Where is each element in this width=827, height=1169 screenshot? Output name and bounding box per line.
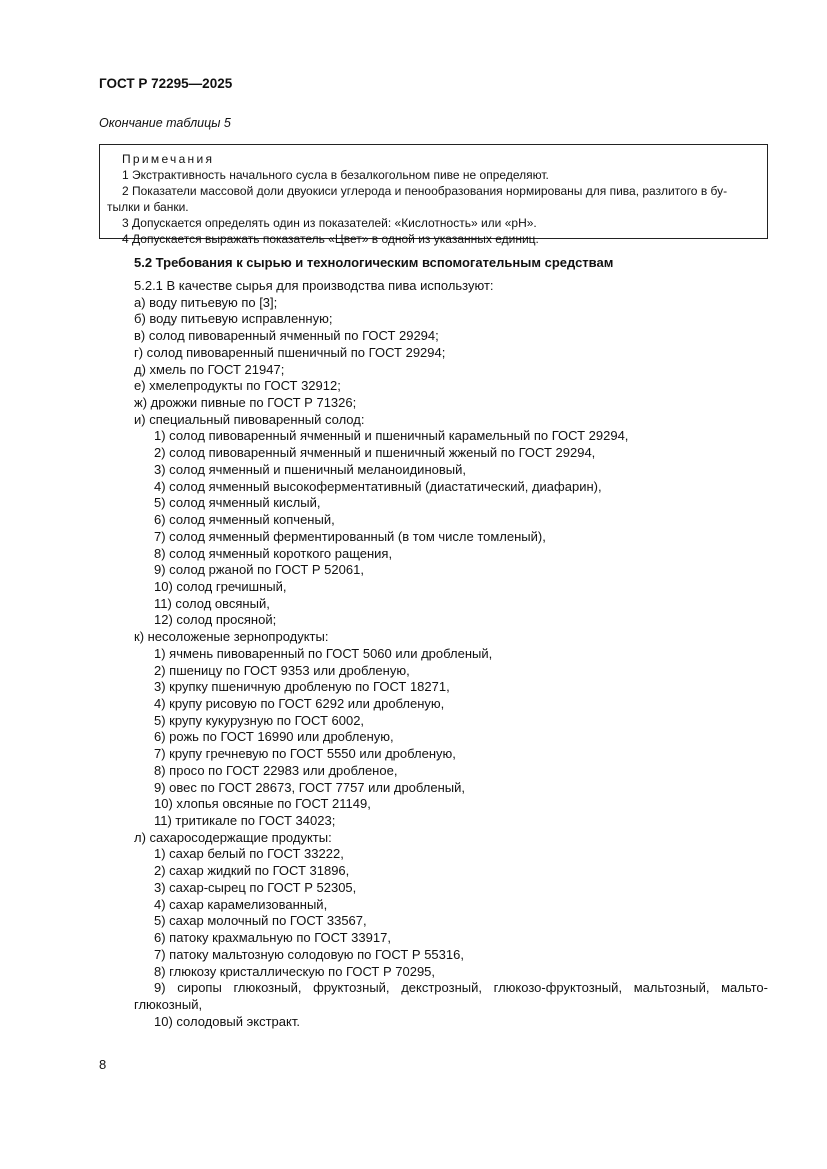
- list-item: в) солод пивоваренный ячменный по ГОСТ 29294;: [134, 328, 439, 344]
- list-item: 1) ячмень пивоваренный по ГОСТ 5060 или дробленый,: [154, 645, 493, 661]
- list-item: г) солод пивоваренный пшеничный по ГОСТ 29294;: [134, 344, 446, 360]
- list-item: 7) солод ячменный ферментированный (в том числе томленый),: [154, 528, 546, 544]
- list-item: 2) пшеницу по ГОСТ 9353 или дробленую,: [154, 662, 410, 678]
- list-item: 10) солодовый экстракт.: [154, 1013, 300, 1029]
- list-item: к) несоложеные зернопродукты:: [134, 629, 329, 645]
- page-number: 8: [99, 1057, 107, 1072]
- list-item: 8) глюкозу кристаллическую по ГОСТ Р 70295,: [154, 963, 436, 979]
- notes-title: Примечания: [122, 152, 215, 166]
- list-item: ж) дрожжи пивные по ГОСТ Р 71326;: [134, 395, 357, 411]
- list-item: а) воду питьевую по [3];: [134, 294, 278, 310]
- table-continuation-caption: Окончание таблицы 5: [99, 116, 231, 130]
- list-item: и) специальный пивоваренный солод:: [134, 411, 365, 427]
- list-item: 2) солод пивоваренный ячменный и пшеничный жженый по ГОСТ 29294,: [154, 445, 596, 461]
- list-item: 9) овес по ГОСТ 28673, ГОСТ 7757 или дробленый,: [154, 779, 465, 795]
- note-item: 4 Допускается выражать показатель «Цвет» в одной из указанных единиц.: [122, 232, 539, 246]
- list-item: 10) хлопья овсяные по ГОСТ 21149,: [154, 796, 371, 812]
- list-item: глюкозный,: [134, 996, 203, 1012]
- list-item: 3) крупку пшеничную дробленую по ГОСТ 18271,: [154, 679, 450, 695]
- list-item: 11) тритикале по ГОСТ 34023;: [154, 813, 336, 829]
- list-item: 8) солод ячменный короткого ращения,: [154, 545, 393, 561]
- list-item: 6) солод ячменный копченый,: [154, 512, 335, 528]
- list-item: 11) солод овсяный,: [154, 595, 270, 611]
- list-item: е) хмелепродукты по ГОСТ 32912;: [134, 378, 341, 394]
- list-item: 6) рожь по ГОСТ 16990 или дробленую,: [154, 729, 394, 745]
- list-item: 1) солод пивоваренный ячменный и пшеничный карамельный по ГОСТ 29294,: [154, 428, 629, 444]
- list-item: б) воду питьевую исправленную;: [134, 311, 333, 327]
- notes-box: [99, 144, 768, 246]
- list-item: 5) сахар молочный по ГОСТ 33567,: [154, 913, 367, 929]
- list-item: 4) крупу рисовую по ГОСТ 6292 или дробленую,: [154, 696, 445, 711]
- list-item: 5.2.1 В качестве сырья для производства пива используют:: [134, 278, 494, 293]
- list-item: 6) патоку крахмальную по ГОСТ 33917,: [154, 930, 391, 946]
- list-item: д) хмель по ГОСТ 21947;: [134, 361, 285, 377]
- list-item: 10) солод гречишный,: [154, 578, 287, 594]
- note-item: 3 Допускается определять один из показателей: «Кислотность» или «pH».: [122, 216, 537, 230]
- list-item: л) сахаросодержащие продукты:: [134, 829, 332, 845]
- list-item: 5) крупу кукурузную по ГОСТ 6002,: [154, 712, 365, 728]
- note-item: 2 Показатели массовой доли двуокиси углерода и пенообразования нормированы для пива, разлитого в бу-: [122, 184, 728, 198]
- list-item: 4) сахар карамелизованный,: [154, 896, 328, 912]
- list-item: 2) сахар жидкий по ГОСТ 31896,: [154, 863, 350, 879]
- list-item: 7) патоку мальтозную солодовую по ГОСТ Р 55316,: [154, 946, 464, 962]
- list-item: 4) солод ячменный высокоферментативный (диастатический, диафарин),: [154, 478, 602, 494]
- section-heading: 5.2 Требования к сырью и технологическим вспомогательным средствам: [134, 255, 614, 270]
- list-item: 8) просо по ГОСТ 22983 или дробленое,: [154, 762, 398, 778]
- list-item: 9) солод ржаной по ГОСТ Р 52061,: [154, 562, 364, 578]
- list-item: 3) сахар-сырец по ГОСТ Р 52305,: [154, 879, 357, 895]
- list-item: 9) сиропы глюкозный, фруктозный, декстрозный, глюкозо-фруктозный, мальтозный, мальто-: [154, 980, 768, 996]
- document-code: ГОСТ Р 72295—2025: [99, 76, 233, 91]
- note-item: 1 Экстрактивность начального сусла в безалкогольном пиве не определяют.: [122, 168, 549, 182]
- list-item: 1) сахар белый по ГОСТ 33222,: [154, 846, 344, 862]
- list-item: 3) солод ячменный и пшеничный меланоидиновый,: [154, 461, 466, 477]
- list-item: 12) солод просяной;: [154, 612, 277, 628]
- list-item: 5) солод ячменный кислый,: [154, 495, 321, 511]
- note-item-continuation: тылки и банки.: [107, 200, 189, 214]
- list-item: 7) крупу гречневую по ГОСТ 5550 или дробленую,: [154, 746, 456, 762]
